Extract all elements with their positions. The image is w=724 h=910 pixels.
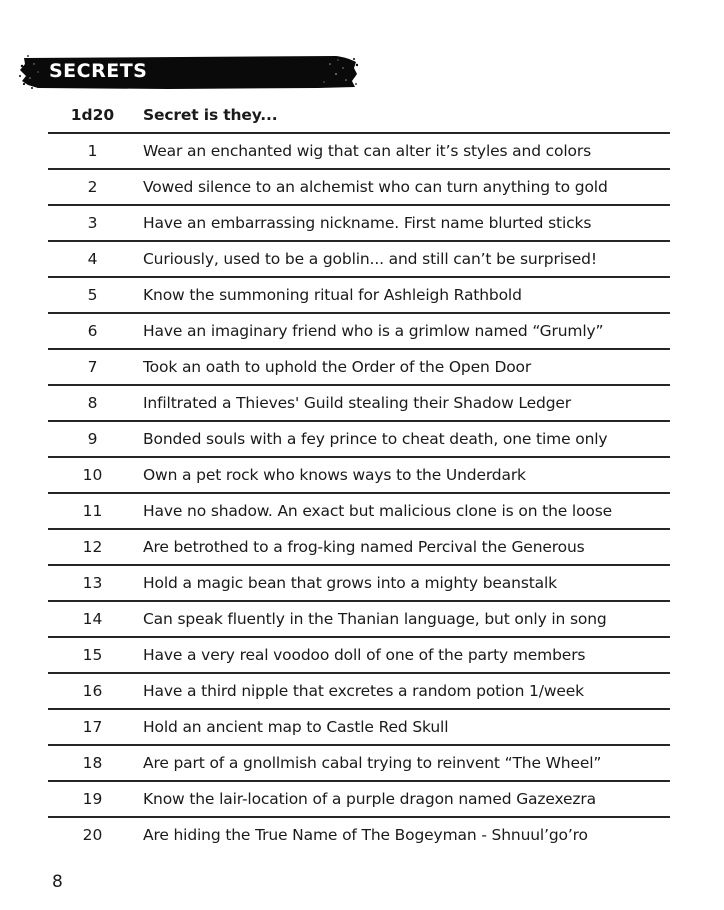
secret-text: Can speak fluently in the Thanian language, but only in song [143,610,607,628]
roll-value: 7 [87,358,98,376]
table-row [48,206,670,242]
section-title: SECRETS [49,60,148,82]
roll-value: 18 [82,754,103,772]
secret-text: Vowed silence to an alchemist who can turn anything to gold [143,178,608,196]
secret-text: Know the lair-location of a purple dragon named Gazexezra [143,790,596,808]
table-row [48,386,670,422]
roll-value: 2 [87,178,98,196]
page-number: 8 [52,872,63,892]
secret-text: Took an oath to uphold the Order of the Open Door [143,358,532,376]
roll-value: 14 [82,610,103,628]
roll-value: 8 [87,394,98,412]
table-header-row [48,98,670,134]
secret-text: Know the summoning ritual for Ashleigh Rathbold [143,286,522,304]
table-row [48,746,670,782]
table-row [48,494,670,530]
section-banner [18,54,358,90]
header-result: Secret is they... [143,106,278,124]
roll-value: 15 [82,646,103,664]
secret-text: Have a third nipple that excretes a random potion 1/week [143,682,584,700]
secret-text: Curiously, used to be a goblin... and still can’t be surprised! [143,250,597,268]
secret-text: Infiltrated a Thieves' Guild stealing their Shadow Ledger [143,394,571,412]
table-row [48,602,670,638]
secret-text: Own a pet rock who knows ways to the Underdark [143,466,526,484]
table-row [48,350,670,386]
secret-text: Have an imaginary friend who is a grimlow named “Grumly” [143,322,604,340]
roll-value: 16 [82,682,103,700]
roll-value: 6 [87,322,98,340]
secret-text: Have a very real voodoo doll of one of the party members [143,646,586,664]
secret-text: Hold a magic bean that grows into a mighty beanstalk [143,574,558,592]
table-row [48,710,670,746]
secrets-table [48,98,670,852]
roll-value: 20 [82,826,103,844]
roll-value: 1 [87,142,98,160]
roll-value: 19 [82,790,103,808]
table-row [48,242,670,278]
table-row [48,674,670,710]
roll-value: 11 [82,502,103,520]
table-row [48,782,670,818]
secret-text: Are part of a gnollmish cabal trying to reinvent “The Wheel” [143,754,602,772]
table-row [48,638,670,674]
secret-text: Are betrothed to a frog-king named Percival the Generous [143,538,585,556]
secret-text: Have an embarrassing nickname. First name blurted sticks [143,214,592,232]
roll-value: 13 [82,574,103,592]
table-row [48,170,670,206]
secret-text: Have no shadow. An exact but malicious clone is on the loose [143,502,613,520]
roll-value: 10 [82,466,103,484]
roll-value: 9 [87,430,98,448]
table-row [48,134,670,170]
roll-value: 17 [82,718,103,736]
table-row [48,422,670,458]
roll-value: 3 [87,214,98,232]
secret-text: Bonded souls with a fey prince to cheat death, one time only [143,430,608,448]
table-row [48,818,670,852]
table-row [48,314,670,350]
table-row [48,458,670,494]
table-row [48,278,670,314]
table-row [48,566,670,602]
roll-value: 12 [82,538,103,556]
secret-text: Are hiding the True Name of The Bogeyman - Shnuul’go’ro [143,826,588,844]
secret-text: Hold an ancient map to Castle Red Skull [143,718,449,736]
roll-value: 5 [87,286,98,304]
header-roll: 1d20 [70,106,115,124]
roll-value: 4 [87,250,98,268]
table-row [48,530,670,566]
secret-text: Wear an enchanted wig that can alter it’s styles and colors [143,142,592,160]
